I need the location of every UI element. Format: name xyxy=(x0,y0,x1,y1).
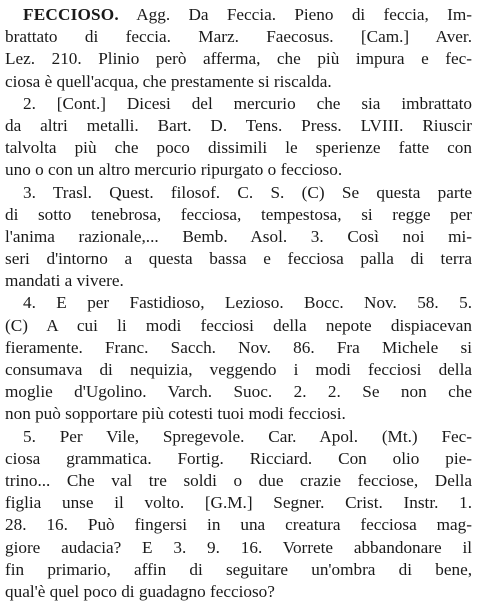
sense-2-line: 2. [Cont.] Dicesi del mercurio che sia imbrattato xyxy=(23,93,472,113)
dictionary-entry-feccioso xyxy=(5,4,472,603)
entry-line: ciosa grammatica. Fortig. Ricciard. Con olio pie- xyxy=(5,448,472,468)
entry-line: Lez. 210. Plinio però afferma, che più impura e fec- xyxy=(5,49,472,69)
entry-line: moglie d'Ugolino. Varch. Suoc. 2. 2. Se non che xyxy=(5,382,472,402)
entry-line: trino... Che val tre soldi o due crazie fecciose, Della xyxy=(5,470,472,490)
entry-line: consumava di nequizia, veggendo i modi fecciosi della xyxy=(5,360,472,379)
dictionary-page xyxy=(5,4,472,603)
sense-5-line: 5. Per Vile, Spregevole. Car. Apol. (Mt.) Fec- xyxy=(23,426,472,446)
entry-line: da altri metalli. Bart. D. Tens. Press. LVIII. Riuscir xyxy=(5,115,472,135)
entry-line: giore audacia? E 3. 9. 16. Vorrete abbandonare il xyxy=(5,537,472,557)
entry-line: uno o con un altro mercurio ripurgato o feccioso. xyxy=(5,160,343,180)
entry-line: figlia unse il volto. [G.M.] Segner. Crist. Instr. 1. xyxy=(5,493,472,513)
entry-line: seri d'intorno a questa bassa e fecciosa palla di terra xyxy=(5,249,472,269)
entry-line: fin primario, affin di seguitare un'ombra di bene, xyxy=(5,559,472,579)
entry-line: fieramente. Franc. Sacch. Nov. 86. Fra Michele si xyxy=(5,337,472,357)
entry-line: brattato di feccia. Marz. Faecosus. [Cam.] Aver. xyxy=(5,27,472,47)
entry-line: l'anima razionale,... Bemb. Asol. 3. Così noi mi- xyxy=(5,226,472,246)
entry-line: 28. 16. Può fingersi in una creatura fecciosa mag- xyxy=(5,515,472,535)
entry-line: FECCIOSO. Agg. Da Feccia. Pieno di feccia, Im- xyxy=(23,5,472,24)
headword: FECCIOSO. xyxy=(23,5,119,24)
entry-line: (C) A cui li modi fecciosi della nepote dispiacevan xyxy=(5,315,472,335)
entry-line: ciosa è quell'acqua, che prestamente si riscalda. xyxy=(5,71,332,91)
entry-line: non può sopportare più cotesti tuoi modi fecciosi. xyxy=(5,404,346,424)
entry-line: talvolta più che poco dissimili le sperienze fatte con xyxy=(5,138,472,158)
entry-line: di sotto tenebrosa, fecciosa, tempestosa, si regge per xyxy=(5,204,472,224)
entry-line: mandati a vivere. xyxy=(5,271,124,291)
sense-4-line: 4. E per Fastidioso, Lezioso. Bocc. Nov. 58. 5. xyxy=(23,293,472,313)
entry-line: qual'è quel poco di guadagno feccioso? xyxy=(5,581,275,601)
sense-3-line: 3. Trasl. Quest. filosof. C. S. (C) Se questa parte xyxy=(23,182,472,202)
